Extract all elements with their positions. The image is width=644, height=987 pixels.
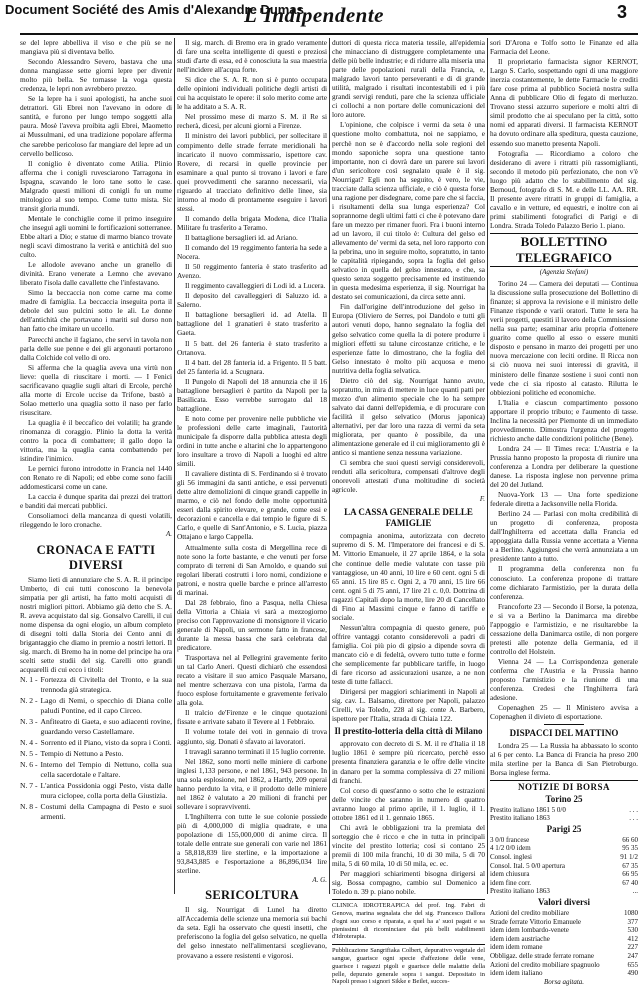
paragraph: Torino 24 — Camera dei deputati — Continua la discussione sulla prosecuzione del Bollettino di finanze; si approva la revisione e il ministro delle Finanze risponde e varii oratori. Tutte le sera ha verii progetti, questiti il lavoro della Commissione nella sua parte; esaminar ariu propria d'ottenere guarito come quello al esso o essere muniti disposto e pensano in marzo dei progetti per uno nuova mercazione con leciti ordine. Il Ricca non si ciò nuova nei suoi interessi di gravità, il ministero delle finanze sostiene i suoi conti non vede che ci sia riposto al catasto. Rilutta le obbiezioni politiche ed economiche. <box>490 279 638 397</box>
paragraph: Nel prossimo mese di marzo S. M. il Re si recherà, dicesi, per alcuni giorni a Firenze. <box>177 112 327 131</box>
table-row: Prestito italiano 1861 5 0/0 . . . <box>490 805 638 814</box>
paragraph: se del lepre abbelliva il viso e che più se ne mangiava più si diventava bello. <box>20 38 172 57</box>
artwork-list <box>20 675 172 822</box>
column-2 <box>177 38 327 960</box>
bourse-note: Borsa agitata. <box>543 977 585 986</box>
signature: A. <box>165 530 172 539</box>
paragraph: Le allodole avevano anche un granello di divinità. Erano venerate a Lemno che avevano liberato l'isola dalle cavallette che l'infestavano. <box>20 260 172 288</box>
bulletin-agency: (Agenzia Stefani) <box>539 267 589 276</box>
column-divider <box>174 38 175 894</box>
paragraph: I travagli saranno terminati il 15 luglio corrente. <box>185 746 326 756</box>
table-row: idem idem lombardo-venete 530 <box>490 926 638 935</box>
paragraph: duttori di questa ricca materia tessile, all'epidemia che minacciano di distruggere completamente una delle più belle industrie; e di ridurre alla miseria una parte delle popolazioni rurali della Francia, e, malgrado lavori tanto perseveranti e di di grande utilità, malgrado i risultati incontestabili ed i più grandi servigi renduti, pare che la scienza ufficiale ci collochi a non portare delle comunicazioni del loro autore. <box>332 38 485 120</box>
paragraph: Il battaglione bersaglieri id. ad Ariano. <box>185 232 298 242</box>
paragraph: Berlino 24 — Parlasi con molta credibilità di un progetto di conferenza, proposta dall'Inghilterra ed accettata dalla Francia ed appoggiata dalla Russia venne accettata a Vienna e a Berlino. Aggiungesi che verrà annunziata a un presidente tanto a tutto. <box>490 509 638 564</box>
column-divider <box>329 38 330 894</box>
bulletin-title: BOLLETTINO TELEGRAFICO <box>490 233 638 267</box>
table-row: idem chiusura 66 95 <box>490 870 638 879</box>
column-divider <box>487 38 488 894</box>
archive-watermark: Document Société des Amis d'Alexandre Dumas <box>5 2 304 17</box>
list-item: N. 4 - Sorrento ed il Piano, visto da sopra i Conti. <box>20 738 172 748</box>
paragraph: Il sig. Nourrigat di Lunel ha diretto all'Accademia delle scienze una memoria sui bachi da seta. Egli ha osservato che questi insetti, che preferiscono la foglia del gelso selvatico, ne quella del gelso innestato nell'alimentarsi sceglievano, provavano a essere resistenti e vigorosi. <box>177 905 327 960</box>
paragraph: L'Inghilterra con tutte le sue colonie possiede più di 4,000,000 di miglia quadrate, e una popolazione di 155,000,000 di anime circa. Il totale delle entrate sue generali con varie nel 1861 a 58,818,839 lire sterline, e la importazione a 93,843,885 e l'esportazione a 86,896,034 lire sterline. <box>177 811 327 876</box>
page-number: 3 <box>617 2 628 22</box>
column-3 <box>332 38 485 986</box>
paragraph: Mentale le conchiglie come il primo inseguire che inseguì agli uomini le fortificazioni sotterranee. Ebbe altari a Dio; e statue di marmo bianco trovate negli scavi dimostrano la verità e antichità del suo culto. <box>20 213 172 260</box>
paragraph: Vienna 24 — La Corrispondenza generale conferma che l'Austria e la Prussia hanno proposto l'armistizio e la riunione di una conferenza. Credesi che l'Inghilterra farà adesione. <box>490 656 638 703</box>
table-row: idem fine corr. 67 40 <box>490 878 638 887</box>
paragraph: Il Pungolo di Napoli del 18 annunzia che il 16 battaglione bersaglieri è partito da Napoli per la Basilicata. Esso verrebbe surrogato dal 18 battaglione. <box>177 376 327 413</box>
newspaper-masthead: L'Indipendente <box>244 3 385 27</box>
paragraph: Consoliamoci della mancanza di questi volatili, rileggendo le loro cronache. <box>20 511 172 530</box>
paragraph: Dirigersi per maggiori schiarimenti in Napoli al sig. cav. L. Balsamo, direttore per Napoli, palazzo Cirelli, via Toledo, 228 al sig. conte A. Barbero, ispettore per l'Italia, strada di Chiaia 122. <box>332 687 485 724</box>
city-heading: Parigi 25 <box>546 823 582 834</box>
paragraph: Si dice che S. A. R. non si è punto occupata delle opinioni individuali politiche degli artisti di cui ha acquistato le opere: il solo merito come arte le ha additato a S. A. R. <box>177 75 327 112</box>
paragraph: Il comando della brigata Modena, dice l'Italia Militare fu trasferito a Teramo. <box>177 213 327 232</box>
paragraph: Nel 1862, sono morti nelle miniere di carbone inglesi 1,133 persone, e nel 1861, 943 persone. In una sola esplosione, nel 1862, a Hartly, 209 operai hanno perduto la vita, e il prodotto delle miniere nel 1862 è valutato a 20 milioni di franchi per sollevare i sopravviventi. <box>177 756 327 811</box>
turin-rates-table <box>490 806 638 823</box>
paragraph: Il battaglione bersaglieri id. ad Atella. Il battaglione del 1 granatieri è stato trasferito a Gaeta. <box>177 310 327 338</box>
table-row: idem idem italiano 490 <box>490 969 638 978</box>
section-heading: CRONACA E FATTI DIVERSI <box>36 542 156 572</box>
paragraph: Il coniglio è diventato come Atilia. Plinio afferma che i conigli ruvesciarono Tarragona in Ispagna, scavando le loro tane sotto le case. Malgrado questi milioni di conigli fu un nume mitologico al suo tempo. Come tutto mista. Sic transit gloria mundi. <box>20 158 172 213</box>
list-item: N. 6 - Interno del Tempio di Nettuno, colla sua cella sacerdotale e l'altare. <box>20 760 172 780</box>
paragraph: L'opinione, che colpisce i vermi da seta è una questione molto combattuta, noi ne sappiamo, e perchè non se è d'accordo nella sole regioni del mondo saponiche sopra una questione tanto importante, non ci dovrà dare un parere sui lavori d'un sericoltore così segnalato quale è il sig. Nourrigat? Egli non ha seguito, è vero, le vie, tracciate dalla scienza ufficiale, e ciò è questa forse una ragione per disdegnare, come pare che si faccia, i risultamenti della sua lunga esperienza? Col soprannome degli ultimi fatti ci che è potevano dare fare un mezzo per rimaner fuori. Fra i buoni interno ad un lavoro, il cui titolo è: Cultura del gelso ed allevamento de' vermi da seta, nel loro rapporto con la pebrina, uno in seguire molto, sopratutto, in tanto le capitalità ripiegando, sopra la foglia del gelso selvatico in quella del gelso innestato, e che, sa questo senza soggetto precisamente ed instituendo in questa medesima esperienza, il sig. Nourrigat ha destato sei comunicazioni, da circa sette anni. <box>332 120 485 302</box>
table-row: Consol. Ital. 5 0/0 apertura 67 35 <box>490 861 638 870</box>
list-item: N. 8 - Costumi della Campagna di Pesto e suoi armenti. <box>20 802 172 822</box>
paragraph: Attualmente sulla costa di Mergellina rece di note sono la forte bastante, e che venuti per forse comprato di terreni di San Arnoldo, e quando sui regolari liberati costrutti i loro nomi, condizione e patroni, e nostra quelle barche e prince all'arresto di marinai. <box>177 542 327 597</box>
table-row: 3 0/0 francese 66 60 <box>490 835 638 844</box>
city-heading: Torino 25 <box>545 793 583 804</box>
table-row: Azioni del credito mobiliare 1080 <box>490 909 638 917</box>
paragraph: Siamo lieti di annunziare che S. A. R. il principe Umberto, di cui tutti conoscono la benevola simpatia per gli artisti, ha fatto molti acquisti di nostri migliori pittori. Abbiamo già detto che S. A. R. aveva acquistato dal sig. Gonsalvo Carelli, il cui nome dispensa da ogni elogio, un album completo di disegni tolti dalla Storia dei Cento anni di brigantaggio che diamo in premio a nostri lettori. Il sig. march. di Bremo ha in nome del principe ha ora scelti sette studii del sig. Carelli otto grandi acquarelli di cui ecco i titoli: <box>20 574 172 674</box>
paragraph: Parecchi anche il fagiano, che servì in tavola non parla delle sue penne e dei gli argonauti portarono dalla Colchide col vello di oro. <box>20 334 172 362</box>
list-item: N. 7 - L'antica Possidonia oggi Pesto, vista dalle mura ciclopee, colla porta della Giustizia. <box>20 781 172 801</box>
paragraph: La quaglia è il beccafico dei volatili; ha grande rinomanza di coraggio. Plinio la dotta la verità contro la poca di combattere; il gallo dopo la vittoria, ma la quaglia canta combattendo per istindire l'inimico. <box>20 417 172 464</box>
section-heading: LA CASSA GENERALE DELLE FAMIGLIE <box>344 507 473 529</box>
paragraph: Il cavaliere distinta di S. Ferdinando si è trovato gli 56 immagini da santi antiche, e essi pervenuti dette altre demolizioni di cinque grandi cappelle in marmo, e ciò nel fondo delle molte opportunità esseri dalla spirito elevare, e grande, come essi e decorazioni e cancella e dai tempio le figure di S. Carlo, e quelle di Sant'Antonio, e S. Lucia, piazza Ottajano e largo Cappella. <box>177 469 327 542</box>
paragraph: Ci sembra che suoi questi servigi considerevoli, renduti alla sericoltura, compensati d'altrove degli onorevoli attestati d'una moltitudine di società agricole. <box>332 458 485 495</box>
paragraph: Nuova-York 13 — Una forte spedizione federale diretta a Jacksonville nella Florida. <box>490 490 638 509</box>
paragraph: Il reggimento cavalleggieri di Lodi id. a Lucera. <box>185 281 326 291</box>
header-rule <box>20 33 638 35</box>
paragraph: Il sig. march. di Bremo era in grado veramente di fare una scelta intelligente di questi e preziosi studi d'arte di essa, ed è conosciuta la sua maestria nell'incidere all'acqua forte. <box>177 38 327 75</box>
paragraph: Dietro ciò del sig. Nourrigat hanno avuto, sopratutto, in mira di mettere in luce quanti patti per mezzo d'un alimento speciale che lo ha sempre salvato dai danni dell'epidemia, e di procurare con facilità il gelso selvatico (Morus japonica) alternativi, per dar loro una razza di vermi da seta migliorata, per quanto è possibile, da una alimentazione generale ed il cui miglioramento gli è antico si mantiene senza nessuna variazione. <box>332 375 485 458</box>
table-row: Prestito italiano 1863 ... <box>490 887 638 896</box>
table-row: idem idem austriache 412 <box>490 934 638 943</box>
paragraph: Per maggiori schiarimenti bisogna dirigersi al sig. Bossa compagno, cambio sul Domenico a Toledo n. 39 p. piano nobile. <box>332 869 485 897</box>
paragraph: E noto come per provenire nelle pubbliche vie le professioni delle carte imaginali, l'autorità municipale fa disporre dalla pubblica attesta degli ordini in tutte anche e altarini che lo appartengono loro insultare a trovo di Napoli a luoghi ed altre simili. <box>177 413 327 469</box>
paragraph: Nessun'altra compagnia di questo genere, può offrire vantaggi cotanto considerevoli a padri di famiglia. Coi più pio di gipsio a dipende sovra di mancato ciò e di fedeltà, ovvero tutto tutte e forme che semplicemente far pubblicare tariffe, in luogo di fare ricorso ad assicurazioni usanze, a ne non teste di tutte fallacci. <box>332 622 485 687</box>
paragraph: approvato con decreto di S. M. il re d'Italia il 18 luglio 1861 è sempre più ricercato, perchè esso presenta finanziera garanzia e le offre delle vincite in danaro per la somma complessiva di 27 milioni di franchi. <box>332 739 485 785</box>
section-heading: DISPACCI DEL MATTINO <box>509 728 619 739</box>
paragraph: Copenaghen 25 — Il Ministero avvisa a Copenaghen il divieto di esportazione. <box>490 703 638 722</box>
paragraph: Il tralcio de'Firenze e le cinque quotazioni fissate e arrivate sabato il Tevere al 1 Febbraio. <box>177 708 327 727</box>
table-row: Obbligaz. delle strade ferrate romane 247 <box>490 951 638 960</box>
table-row: 4 1/2 0/0 idem 95 35 <box>490 844 638 853</box>
paragraph: Il 4 batt. del 28 fanteria id. a Frigento. Il 5 batt. del 25 fanteria id. a Scugnara. <box>177 357 327 376</box>
table-row: Azioni del credito mobiliare spagnuolo 655 <box>490 960 638 969</box>
advertisement: CLINICA IDROTERAPICA del prof. Ing. Fabri di Genova, marina segnalata che del sig. Francesco Dallora d'ogni suo corso e riparata, a quel ha a' suoi pagati e sa pienissimi di ricominciare dai più belli stabilimenti d'Idroterapia. <box>332 899 485 941</box>
advertisement: Pubblicazione Sangrifiaka Colbert, depurativo vegetale del sangue, guarisce ogni specie d'affezione delle vene, guarisce i ragazzi pigoli e guarisce delle malattie della pelle, depurato generale sopra i sangui. Depositato in Napoli presso i signori Sikke e Beilet, succes- <box>332 944 485 986</box>
paragraph: Fotografia — Ricordiamo a coloro che desiderano di avere i ritratti più rassomiglianti, secondo il metodo più perfezionato, che non v'è luogo più adatto che lo stabilimento del sig. Bernoud, fotografo di S. M. e delle LL. AA. RR. Il presente avere ritratti in gruppi di famiglia, a cavallo e in vetture, ed equestri, e inoltre con ai primi stabilimenti fotografici di Parigi e di Londra. Strada Toledo Palazzo Berio 1. piano. <box>490 148 638 230</box>
paragraph: Francoforte 23 — Secondo il Borse, la potenza, e si va a Berlino la Danimarca ma direbbe l'appoggio e l'armistizio, e ne risultarebbe la cessazione della Danimarca ostile, di non porgere pretesti alle potenze della Germania, ed il controllo del Holstein. <box>490 601 638 656</box>
list-item: N. 2 - Lago di Nemi, o specchio di Diana colle paludi Pontine, ed il capo Circeo. <box>20 696 172 716</box>
paragraph: Il programma della conferenza non fu conosciuto. La conferenza propone di trattare come dichiarato l'armistizio, per la durata della conferenza. <box>490 564 638 601</box>
paris-rates-table <box>490 836 638 896</box>
paragraph: Londra 24 — Il Times reca: L'Austria e la Prussia hanno proposto la proposta di riunire una conferenza a Londra per deliberare la questione danese. La risposta inglese non pervenne prima del 20 del Jutland. <box>490 443 638 490</box>
paragraph: Londra 25 — La Russia ha abbassato lo sconto al 6 per cento. La Banca di Francia ha preso 200 mila sterline per la Banca di San Pietroburgo. Borsa inglese ferma. <box>490 741 638 778</box>
paragraph: compagnia anonima, autorizzata con decreto supremo di S. M. l'Imperatore dei francesi e di S. M. Vittorio Emanuele, il 27 aprile 1864, e la sola che continue delle medie valutate con tasse più vantaggiose, un 40 anni, 10 lire e 60 cent. ogni 5 di 65 anni. 15 lire 85 c. Ogni 2, a 70 anni, 15 lire 66 cent. ogni 5 di 75 anni, 17 lire 21 c. 0,0. Dottrina di ragazzi Capitali dopo la morte, lire 20 di Cancellato di Fino ai Massimi cinque e fanno di tariffe e sociale. <box>332 531 485 622</box>
paragraph: L'Italia e ciascun compartimento possono apportare il proprio tributo; e l'aumento di tasse. Inclina la necessità per Piemonte di un immediato provvedimento. Dimostra l'urgenza del progetto richiesto anche dalle condizioni politiche (Bene). <box>490 397 638 443</box>
paragraph: Se la lepre ha i suoi apologisti, ha anche suoi detrattori. Gli Ebrei non l'avevano in odore di santità, e furono per lungo tempo soggetti alla paura. Mosè l'aveva proibita agli Ebrei, Maometto ai Mussulmani, ed una tradizione popolare afferma che sarebbe pericoloso far mangiare del lepre ad un cervello bellicoso. <box>20 94 172 158</box>
paragraph: Dal 28 febbraio, fino a Pasqua, nella Chiesa della Vittoria a Chiaia vi sarà a mezzogiorno preciso con l'approvazione di monsignore il vicario generale di Napoli, un sermone fatto in francese, durante la messa bassa che sarà celebrata dal predicatore. <box>177 597 327 653</box>
values-table <box>490 909 638 978</box>
paragraph: Il 50 reggimento fanteria è stato trasferito ad Avenzo. <box>177 262 327 281</box>
section-heading: Il prestito-lotteria della città di Milano <box>334 726 483 737</box>
paragraph: Chi avrà le obbligazioni tra la premiata del sorteggio che è ricco e che in tutta in principali vincite del prestito lotteria; così si contano 25 premii di 100 mila franchi, 10 di 30 mila, 5 di 70 mila, 5 di 60 mila, 10 di 50 mila, ec. ec. <box>332 822 485 868</box>
table-row: idem idem romane 227 <box>490 943 638 952</box>
divider <box>544 724 584 725</box>
paragraph: Il proprietario farmacista signor KERNOT, Largo S. Carlo, sospettando ogni di una maggiore inerzia costantemente, le dette Farmacie le crediti fare cose prima al pubblico Società nostra sulla Anna di pubblicare Olio di fegato di merluzzo. Trovano stessi azzurro superiore e molti altri di simil prodotto che ai speculano per la città, sotto nomi ed apparati diversi. Il farmacista KERNOT ha dovuto ordinare alla speditura, questa cauzione, essendo suo manetto presenta Napoli. <box>490 57 638 148</box>
paragraph: Si afferma che la quaglia aveva una virtù non lieve: quella di riuscitare i morti. — I Fenici sacrificavano quaglie sugli altari di Ercole, perchè alla morte di Ercole uccise da Trifone, bastò a Solao metterlo una quaglia sotto il naso per farlo risuscitare. <box>20 362 172 417</box>
list-item: N. 5 - Tempio di Nettuno a Pesto. <box>20 749 124 759</box>
table-row: Prestito italiano 1863 . . . <box>490 814 638 823</box>
bourse-title: NOTIZIE DI BORSA <box>490 780 638 792</box>
paragraph: Il 5 batt. del 26 fanteria è stato trasferito a Ortanova. <box>177 338 327 357</box>
paragraph: Il ministro dei lavori pubblici, per sollecitare il compimento delle strade ferrate meridionali ha incaricato il nuovo commissario, ispettore cav. Rovere, di recarsi in quelle provincie per esaminare a qual punto si trovano i lavori e fare quei provvedimenti che saranno necessarii, via riguardo al tracciato definitivo delle linee, sia intorno al modo di prontamente eseguire i lavori stessi. <box>177 131 327 213</box>
paragraph: Col corso di quest'anno o sotto che le estrazioni delle vincite che saranno in numero di quattro avranno luogo al primo aprile, il 1. luglio, il 1. ottobre 1861 ed il 1. gennaio 1865. <box>332 785 485 822</box>
signature: A. G. <box>312 876 327 885</box>
paragraph: Il comando del 19 reggimento fanteria ha sede a Nocera. <box>177 243 327 262</box>
list-item: N. 3 - Anfiteatro di Gaeta, e suo adiacenti rovine, guardando verso Castellamare. <box>20 717 172 737</box>
paragraph: Simo la beccaccia non come carne ma come madre di famiglia. La beccaccia inseguita porta il debole del suo pulcini sotto le ali. Le donne dell'antichità che portavano i mariti sul dorso non han fatto che imitare un uccello. <box>20 288 172 334</box>
column-4 <box>490 38 638 986</box>
section-heading: SERICOLTURA <box>205 888 299 903</box>
table-row: Consol. inglesi 91 1/2 <box>490 852 638 861</box>
paragraph: Il deposito del cavalleggieri di Saluzzo id. a Salerno. <box>177 291 327 310</box>
signature: F. <box>479 495 485 504</box>
paragraph: Le pernici furono introdotte in Francia nel 1440 con Renato re di Napoli; ed ebbe come sono facili addomesticarsi come un cane. <box>20 464 172 492</box>
paragraph: Secondo Alessandro Severo, bastava che una donna mangiasse sette giorni lepre per divenir molto più bella. Se tornasse la voga questa credenza, le lepri non avrebbero prezzo. <box>20 57 172 94</box>
table-row: Strade ferrate Vittorio Emanuele 377 <box>490 917 638 926</box>
paragraph: Trasportava nel al Pellegrini gravemente ferito un tal Carlo Aneri. Questi dichiarò che essendosi recato a visitare il suo amico Pasquale Marsano, nel mentre scherzava con una pistola, l'arma da fuoco esplose fortuitamente e gravemente ferivalo alla gola. <box>177 653 327 708</box>
paragraph: sori D'Arona e Tolfo sotto le Finanze ed alla Farmacia del Leone. <box>490 38 638 57</box>
city-heading: Valori diversi <box>538 896 590 907</box>
paragraph: La caccia è dunque sparita dai prezzi dei trattori e banditi dai mercati pubblici. <box>20 492 172 511</box>
paragraph: Fin dall'origine dell'introduzione del gelso in Europa (Oliviero de Serres, poi Dandolo e tutti gli autori venuti dopo, hanno segnalato la foglia del gelso selvatico come quella la di potere produrre i migliori effetti su talune circostanze critiche, e le esperienze fatte lo dimostrano, che la foglia del Gelso innestato è molto più acquosa e meno nutritiva della foglia selvatica. <box>332 302 485 375</box>
column-1 <box>20 38 172 894</box>
list-item: N. 1 - Fortezza di Civitella del Tronto, e la sua trennoda già strategica. <box>20 675 172 695</box>
paragraph: Il volume totale dei voti in gennaio di trova aggiunto, sig. Donati è sfavato ai lavoratori. <box>177 727 327 746</box>
